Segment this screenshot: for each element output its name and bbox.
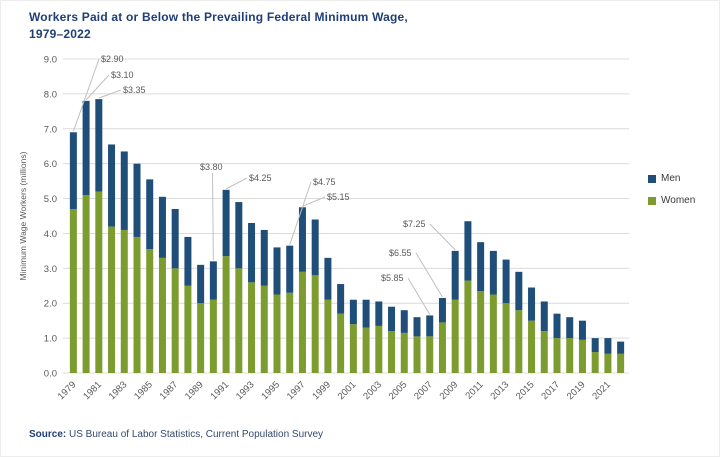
annotation-leader-line xyxy=(416,253,442,297)
chart-title-line2: 1979–2022 xyxy=(29,27,91,42)
bar-women-1999 xyxy=(324,300,331,373)
bar-men-2022 xyxy=(617,342,624,354)
y-tick-label: 8.0 xyxy=(43,89,57,101)
bar-men-1980 xyxy=(83,101,90,195)
bar-women-1987 xyxy=(172,268,179,373)
x-tick-label-1989: 1989 xyxy=(183,379,206,403)
bar-men-2015 xyxy=(528,288,535,321)
bar-women-2004 xyxy=(388,331,395,373)
bar-men-2019 xyxy=(579,321,586,340)
annotation-leader-line xyxy=(226,178,247,189)
source-text: US Bureau of Labor Statistics, Current Population Survey xyxy=(66,429,324,440)
bar-women-1994 xyxy=(261,286,268,373)
bar-men-2010 xyxy=(464,221,471,280)
bar-women-2021 xyxy=(604,354,611,373)
bar-men-2014 xyxy=(515,272,522,310)
chart-legend xyxy=(648,173,695,217)
x-tick-label-2017: 2017 xyxy=(539,379,563,403)
bar-men-1994 xyxy=(261,230,268,286)
legend-label-men: Men xyxy=(661,173,681,184)
x-tick-label-1987: 1987 xyxy=(157,379,181,403)
annotation-2009: $7.25 xyxy=(403,219,426,229)
bar-women-2003 xyxy=(375,326,382,373)
bar-men-2008 xyxy=(439,298,446,322)
x-tick-label-1991: 1991 xyxy=(208,379,232,403)
x-tick-label-1997: 1997 xyxy=(284,379,308,403)
y-tick-label: 6.0 xyxy=(43,159,57,171)
annotation-1990: $3.80 xyxy=(200,162,223,172)
x-tick-label-2001: 2001 xyxy=(335,379,359,403)
source-label: Source: xyxy=(29,429,67,440)
bar-men-1996 xyxy=(286,246,293,293)
x-tick-label-1979: 1979 xyxy=(55,379,79,403)
bar-women-2008 xyxy=(439,322,446,373)
bar-women-1980 xyxy=(83,195,90,373)
bar-women-1989 xyxy=(197,303,204,373)
annotation-1996: $4.75 xyxy=(313,177,336,187)
legend-label-women: Women xyxy=(661,195,696,206)
bar-men-2021 xyxy=(604,338,611,354)
bar-women-1986 xyxy=(159,258,166,373)
bar-women-2011 xyxy=(477,291,484,373)
x-tick-label-1993: 1993 xyxy=(233,379,257,403)
x-tick-label-2007: 2007 xyxy=(412,379,435,403)
y-tick-label: 5.0 xyxy=(43,194,57,206)
women-color-swatch xyxy=(648,197,656,205)
bar-men-1995 xyxy=(274,247,281,294)
bar-men-2006 xyxy=(414,317,421,336)
bar-women-1998 xyxy=(312,275,319,373)
bar-women-2001 xyxy=(350,324,357,373)
bar-men-2012 xyxy=(490,251,497,295)
y-tick-label: 9.0 xyxy=(43,54,57,66)
bar-men-1999 xyxy=(324,258,331,300)
stacked-bar-chart xyxy=(1,1,720,457)
x-tick-label-2005: 2005 xyxy=(386,379,410,403)
bar-men-1997 xyxy=(299,207,306,272)
annotation-1979: $2.90 xyxy=(101,54,124,64)
bar-men-2020 xyxy=(592,338,599,352)
bar-women-1990 xyxy=(210,300,217,373)
y-tick-label: 4.0 xyxy=(43,228,57,240)
bar-women-1985 xyxy=(146,249,153,373)
x-tick-label-2011: 2011 xyxy=(463,379,486,402)
bar-men-2009 xyxy=(452,251,459,300)
bar-men-1983 xyxy=(121,151,128,230)
bar-women-1996 xyxy=(286,293,293,373)
bar-men-2011 xyxy=(477,242,484,291)
x-tick-label-2003: 2003 xyxy=(361,379,384,403)
bar-men-1979 xyxy=(70,132,77,209)
bar-women-1981 xyxy=(95,192,102,373)
annotation-2008: $6.55 xyxy=(389,248,412,258)
bar-women-1997 xyxy=(299,272,306,373)
bar-women-2009 xyxy=(452,300,459,373)
bar-women-2005 xyxy=(401,333,408,373)
x-tick-label-1995: 1995 xyxy=(259,379,283,403)
y-tick-label: 7.0 xyxy=(43,124,57,136)
bar-men-1998 xyxy=(312,219,319,275)
annotation-1981: $3.35 xyxy=(123,85,146,95)
bar-women-2006 xyxy=(414,336,421,373)
y-axis-title: Minimum Wage Workers (millions) xyxy=(18,151,28,281)
bar-men-1986 xyxy=(159,197,166,258)
bar-men-2017 xyxy=(554,314,561,338)
bar-men-2013 xyxy=(503,260,510,304)
legend-item-men xyxy=(648,173,695,184)
bar-men-1982 xyxy=(108,144,115,226)
bar-men-2007 xyxy=(426,315,433,336)
annotation-1980: $3.10 xyxy=(111,70,134,80)
x-tick-label-1999: 1999 xyxy=(310,379,334,403)
bar-men-1981 xyxy=(95,99,102,191)
bar-women-2000 xyxy=(337,314,344,373)
bar-women-2015 xyxy=(528,321,535,373)
bar-men-2000 xyxy=(337,284,344,314)
bar-men-2005 xyxy=(401,310,408,333)
y-tick-label: 0.0 xyxy=(43,368,57,380)
bar-women-2010 xyxy=(464,281,471,373)
source-note xyxy=(29,429,323,440)
bar-women-2017 xyxy=(554,338,561,373)
annotation-1991: $4.25 xyxy=(249,173,272,183)
annotation-leader-line xyxy=(213,173,214,260)
bar-men-1990 xyxy=(210,261,217,299)
bar-women-2007 xyxy=(426,336,433,373)
bar-women-1988 xyxy=(184,286,191,373)
y-tick-label: 2.0 xyxy=(43,298,57,310)
x-tick-label-2019: 2019 xyxy=(564,379,588,403)
chart-title-line1: Workers Paid at or Below the Prevailing Federal Minimum Wage, xyxy=(29,10,408,24)
annotation-leader-line xyxy=(430,224,455,250)
bar-men-2004 xyxy=(388,307,395,331)
bar-men-1991 xyxy=(223,190,230,256)
bar-men-2016 xyxy=(541,301,548,331)
y-tick-label: 1.0 xyxy=(43,333,57,345)
bar-women-1992 xyxy=(235,268,242,373)
x-tick-label-1981: 1981 xyxy=(81,379,104,403)
annotation-leader-line xyxy=(408,278,430,314)
bar-men-1985 xyxy=(146,179,153,249)
bar-women-1979 xyxy=(70,209,77,373)
bar-women-1982 xyxy=(108,226,115,373)
bar-men-2018 xyxy=(566,317,573,338)
bar-women-2016 xyxy=(541,331,548,373)
y-tick-label: 3.0 xyxy=(43,263,57,275)
x-tick-label-2009: 2009 xyxy=(437,379,461,403)
legend-item-women xyxy=(648,195,695,206)
bar-men-1988 xyxy=(184,237,191,286)
bar-men-2003 xyxy=(375,301,382,325)
men-color-swatch xyxy=(648,175,656,183)
bar-men-1993 xyxy=(248,223,255,282)
bar-women-1995 xyxy=(274,295,281,374)
bar-women-2022 xyxy=(617,354,624,373)
bar-women-2018 xyxy=(566,338,573,373)
bar-women-2012 xyxy=(490,295,497,374)
bar-women-1993 xyxy=(248,282,255,373)
bar-women-1991 xyxy=(223,256,230,373)
x-tick-label-1985: 1985 xyxy=(132,379,155,403)
bar-women-2002 xyxy=(363,328,370,373)
bar-men-2002 xyxy=(363,300,370,328)
bar-men-1987 xyxy=(172,209,179,268)
annotation-1997: $5.15 xyxy=(327,192,350,202)
bar-women-2014 xyxy=(515,310,522,373)
bar-men-1984 xyxy=(134,164,141,237)
x-tick-label-2013: 2013 xyxy=(488,379,512,403)
x-tick-label-2021: 2021 xyxy=(590,379,614,403)
x-tick-label-1983: 1983 xyxy=(106,379,130,403)
bar-women-1983 xyxy=(121,230,128,373)
bar-women-2019 xyxy=(579,340,586,373)
bar-women-2013 xyxy=(503,303,510,373)
annotation-2007: $5.85 xyxy=(381,273,404,283)
bar-men-1989 xyxy=(197,265,204,303)
bar-men-1992 xyxy=(235,202,242,268)
bar-women-1984 xyxy=(134,237,141,373)
bar-women-2020 xyxy=(592,352,599,373)
x-tick-label-2015: 2015 xyxy=(513,379,537,403)
bar-men-2001 xyxy=(350,300,357,324)
